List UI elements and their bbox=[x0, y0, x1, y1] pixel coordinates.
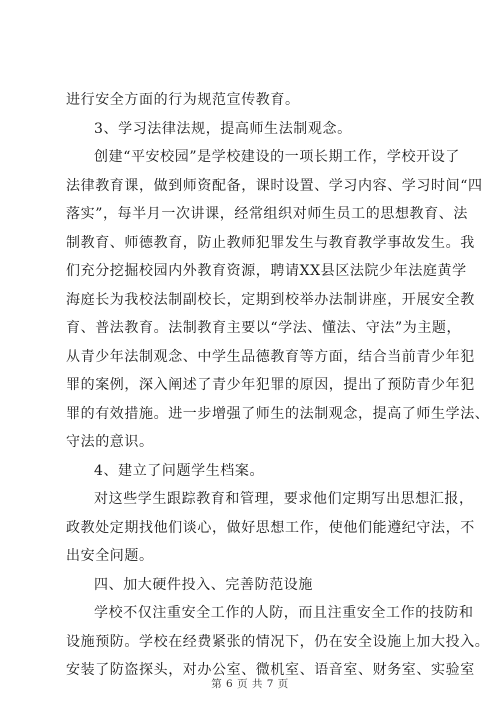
text-line: 罪的有效措施。进一步增强了师生的法制观念，提高了师生学法、 bbox=[66, 405, 490, 422]
text-line: 学校不仅注重安全工作的人防，而且注重安全工作的技防和 bbox=[94, 605, 474, 621]
text-line: 进行安全方面的行为规范宣传教育。 bbox=[66, 92, 300, 108]
document-body bbox=[66, 86, 490, 685]
text-line: 法律教育课，做到师资配备，课时设置、学习内容、学习时间“四 bbox=[66, 177, 483, 194]
text-line: 制教育、师德教育，防止教师犯罪发生与教育教学事故发生。我 bbox=[66, 234, 475, 251]
section-heading: 四、加大硬件投入、完善防范设施 bbox=[94, 576, 313, 593]
page-number: 第 6 页 共 7 页 bbox=[211, 678, 289, 690]
text-line: 创建“平安校园”是学校建设的一项长期工作，学校开设了 bbox=[94, 149, 460, 165]
text-line: 们充分挖掘校园内外教育资源，聘请XX县区法院少年法庭黄学 bbox=[66, 263, 467, 279]
text-line: 安装了防盗探头，对办公室、微机室、语音室、财务室、实验室 bbox=[66, 662, 475, 678]
text-line: 落实”，每半月一次讲课，经常组织对师生员工的思想教育、法 bbox=[66, 206, 468, 222]
section-heading: 3、学习法律法规，提高师生法制观念。 bbox=[94, 120, 352, 137]
text-line: 育、普法教育。法制教育主要以“学法、懂法、守法”为主题， bbox=[66, 320, 462, 336]
section-heading: 4、建立了问题学生档案。 bbox=[94, 462, 265, 479]
text-line: 设施预防。学校在经费紧张的情况下，仍在安全设施上加大投入。 bbox=[66, 633, 490, 650]
text-line: 政教处定期找他们谈心，做好思想工作，使他们能遵纪守法，不 bbox=[66, 519, 475, 536]
text-line: 守法的意识。 bbox=[66, 434, 154, 450]
text-line: 海庭长为我校法制副校长，定期到校举办法制讲座，开展安全教 bbox=[66, 291, 475, 308]
text-line: 从青少年法制观念、中学生品德教育等方面，结合当前青少年犯 bbox=[66, 348, 475, 365]
text-line: 对这些学生跟踪教育和管理，要求他们定期写出思想汇报， bbox=[94, 491, 474, 507]
text-line: 罪的案例，深入阐述了青少年犯罪的原因，提出了预防青少年犯 bbox=[66, 377, 475, 393]
text-line: 出安全问题。 bbox=[66, 548, 154, 564]
